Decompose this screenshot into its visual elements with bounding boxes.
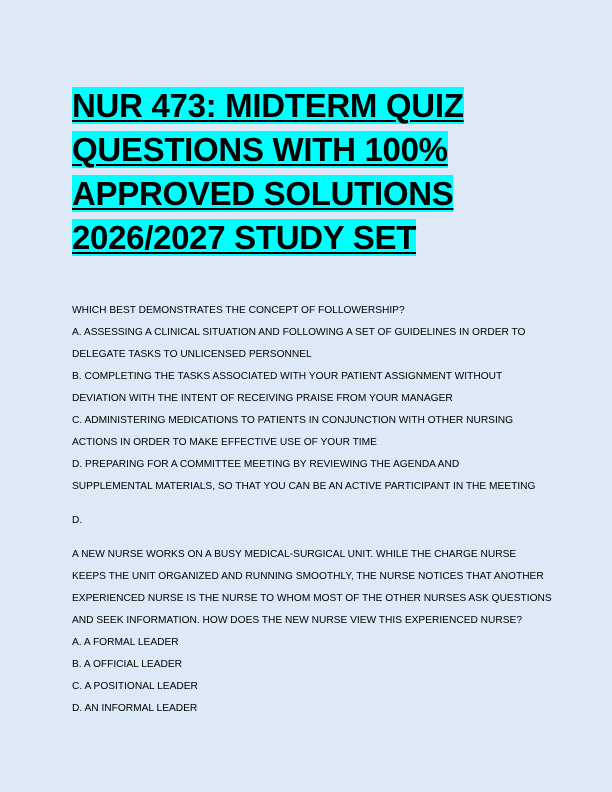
- option-a-line: A. ASSESSING A CLINICAL SITUATION AND FOLLOWING A SET OF GUIDELINES IN ORDER TO: [72, 327, 526, 338]
- question-text-line: AND SEEK INFORMATION. HOW DOES THE NEW NURSE VIEW THIS EXPERIENCED NURSE?: [72, 615, 523, 626]
- question-text-line: A NEW NURSE WORKS ON A BUSY MEDICAL-SURGICAL UNIT. WHILE THE CHARGE NURSE: [72, 549, 517, 560]
- option-b: B. A OFFICIAL LEADER: [72, 659, 183, 670]
- title-line: QUESTIONS WITH 100%: [72, 131, 448, 168]
- title-line: 2026/2027 STUDY SET: [72, 219, 417, 256]
- question-block-1: [72, 300, 552, 532]
- question-text: WHICH BEST DEMONSTRATES THE CONCEPT OF FOLLOWERSHIP?: [72, 305, 405, 316]
- answer-text: D.: [72, 515, 83, 526]
- title-line: APPROVED SOLUTIONS: [72, 175, 454, 212]
- question-text-line: EXPERIENCED NURSE IS THE NURSE TO WHOM MOST OF THE OTHER NURSES ASK QUESTIONS: [72, 593, 552, 604]
- title-line: NUR 473: MIDTERM QUIZ: [72, 87, 464, 124]
- option-a: A. A FORMAL LEADER: [72, 637, 179, 648]
- option-b-line: B. COMPLETING THE TASKS ASSOCIATED WITH YOUR PATIENT ASSIGNMENT WITHOUT: [72, 371, 503, 382]
- document-title: [72, 84, 552, 260]
- option-b-continuation: DEVIATION WITH THE INTENT OF RECEIVING PRAISE FROM YOUR MANAGER: [72, 393, 453, 404]
- option-a-continuation: DELEGATE TASKS TO UNLICENSED PERSONNEL: [72, 349, 312, 360]
- question-block-2: [72, 544, 552, 720]
- option-c-line: C. ADMINISTERING MEDICATIONS TO PATIENTS IN CONJUNCTION WITH OTHER NURSING: [72, 415, 514, 426]
- document-page: [72, 84, 552, 720]
- option-d-line: D. PREPARING FOR A COMMITTEE MEETING BY REVIEWING THE AGENDA AND: [72, 459, 460, 470]
- question-text-line: KEEPS THE UNIT ORGANIZED AND RUNNING SMOOTHLY, THE NURSE NOTICES THAT ANOTHER: [72, 571, 544, 582]
- option-d: D. AN INFORMAL LEADER: [72, 703, 198, 714]
- option-c-continuation: ACTIONS IN ORDER TO MAKE EFFECTIVE USE OF YOUR TIME: [72, 437, 377, 448]
- option-c: C. A POSITIONAL LEADER: [72, 681, 198, 692]
- option-d-continuation: SUPPLEMENTAL MATERIALS, SO THAT YOU CAN BE AN ACTIVE PARTICIPANT IN THE MEETING: [72, 481, 536, 492]
